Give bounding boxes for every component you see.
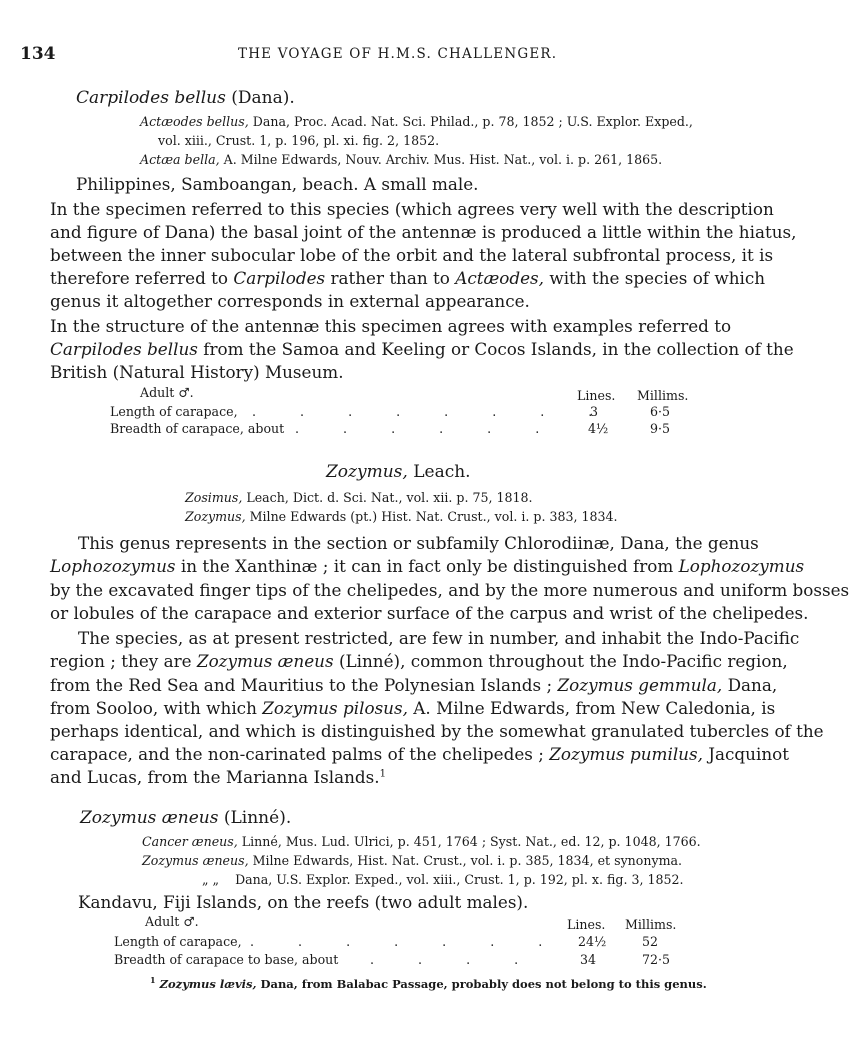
table-cell-millims: 52	[642, 934, 659, 949]
table-col-header: Millims.	[625, 917, 677, 932]
body-text-line: This genus represents in the section or subfamily Chlorodiinæ, Dana, the genus	[78, 533, 759, 553]
running-title: THE VOYAGE OF H.M.S. CHALLENGER.	[238, 46, 558, 62]
body-text-line: from Sooloo, with which Zozymus pilosus, A. Milne Edwards, from New Caledonia, is	[50, 698, 776, 718]
table-cell-millims: 6·5	[650, 404, 671, 419]
table-label: Adult ♂.	[145, 914, 199, 929]
synonym-reference: Cancer æneus, Linné, Mus. Lud. Ulrici, p. 451, 1764 ; Syst. Nat., ed. 12, p. 1048, 1766.	[142, 834, 701, 849]
body-text-line: British (Natural History) Museum.	[50, 362, 344, 382]
leader-dots: . . . . . .	[295, 421, 540, 436]
body-text-line: perhaps identical, and which is distinguished by the somewhat granulated tubercles of the	[50, 721, 824, 741]
body-text-line: by the excavated finger tips of the chelipedes, and by the more numerous and uniform bosses	[50, 580, 849, 600]
body-text-line: Lophozozymus in the Xanthinæ ; it can in fact only be distinguished from Lophozozymus	[50, 556, 805, 576]
page-number: 134	[20, 44, 56, 64]
body-text-line: from the Red Sea and Mauritius to the Polynesian Islands ; Zozymus gemmula, Dana,	[50, 675, 778, 695]
body-text-line: therefore referred to Carpilodes rather than to Actæodes, with the species of which	[50, 268, 766, 288]
body-text-line: In the specimen referred to this species (which agrees very well with the description	[50, 199, 774, 219]
table-row-label: Length of carapace,	[114, 934, 242, 949]
body-text-line: between the inner subocular lobe of the orbit and the lateral subfrontal process, it is	[50, 245, 774, 265]
table-row-label: Length of carapace,	[110, 404, 238, 419]
synonym-reference: „ „ Dana, U.S. Explor. Exped., vol. xiii., Crust. 1, p. 192, pl. x. fig. 3, 1852.	[202, 872, 684, 887]
synonym-reference: vol. xiii., Crust. 1, p. 196, pl. xi. fig. 2, 1852.	[158, 133, 440, 148]
body-text-line: In the structure of the antennæ this specimen agrees with examples referred to	[50, 316, 732, 336]
table-row-label: Breadth of carapace to base, about	[114, 952, 339, 967]
body-text-line: carapace, and the non-carinated palms of the chelipedes ; Zozymus pumilus, Jacquinot	[50, 744, 789, 764]
footnote-marker: 1	[379, 768, 386, 780]
locality-line: Philippines, Samboangan, beach. A small male.	[76, 174, 479, 194]
body-text-line: The species, as at present restricted, are few in number, and inhabit the Indo-Pacific	[78, 628, 800, 648]
body-text-line: or lobules of the carapace and exterior surface of the carpus and wrist of the chelipedes.	[50, 603, 809, 623]
table-col-header: Lines.	[577, 388, 616, 403]
footnote: $^1$ Zozymus lævis, Dana, from Balabac Passage, probably does not belong to this genus.	[150, 975, 707, 991]
synonym-reference: Zozymus, Milne Edwards (pt.) Hist. Nat. Crust., vol. i. p. 383, 1834.	[185, 509, 618, 524]
table-row-label: Breadth of carapace, about	[110, 421, 285, 436]
body-text-line: and Lucas, from the Marianna Islands.$^1$	[50, 767, 386, 787]
body-text-line: Carpilodes bellus from the Samoa and Keeling or Cocos Islands, in the collection of the	[50, 339, 794, 359]
body-text-line: region ; they are Zozymus æneus (Linné), common throughout the Indo-Pacific region,	[50, 651, 788, 671]
species-heading: Zozymus æneus (Linné).	[80, 808, 292, 828]
body-text-line: and figure of Dana) the basal joint of the antennæ is produced a little within the hiatus,	[50, 222, 797, 242]
synonym-reference: Actæodes bellus, Dana, Proc. Acad. Nat. Sci. Philad., p. 78, 1852 ; U.S. Explor. Exped.,	[140, 114, 693, 129]
table-col-header: Lines.	[567, 917, 606, 932]
synonym-reference: Zozymus æneus, Milne Edwards, Hist. Nat. Crust., vol. i. p. 385, 1834, et synonyma.	[142, 853, 683, 868]
table-cell-millims: 9·5	[650, 421, 671, 436]
synonym-reference: Actæa bella, A. Milne Edwards, Nouv. Archiv. Mus. Hist. Nat., vol. i. p. 261, 1865.	[140, 152, 663, 167]
leader-dots: . . . . . . . .	[252, 404, 593, 419]
locality-line: Kandavu, Fiji Islands, on the reefs (two adult males).	[78, 892, 529, 912]
leader-dots: . . . .	[370, 952, 519, 967]
table-label: Adult ♂.	[140, 385, 194, 400]
table-cell-lines: 24½	[578, 934, 607, 949]
table-col-header: Millims.	[637, 388, 689, 403]
species-heading: Carpilodes bellus (Dana).	[76, 88, 295, 108]
genus-heading: Zozymus, Leach.	[326, 462, 471, 482]
leader-dots: . . . . . . .	[250, 934, 543, 949]
synonym-reference: Zosimus, Leach, Dict. d. Sci. Nat., vol. xii. p. 75, 1818.	[185, 490, 533, 505]
table-cell-lines: 3	[590, 404, 599, 419]
body-text-line: genus it altogether corresponds in external appearance.	[50, 291, 530, 311]
table-cell-lines: 34	[580, 952, 597, 967]
table-cell-millims: 72·5	[642, 952, 671, 967]
table-cell-lines: 4½	[588, 421, 609, 436]
